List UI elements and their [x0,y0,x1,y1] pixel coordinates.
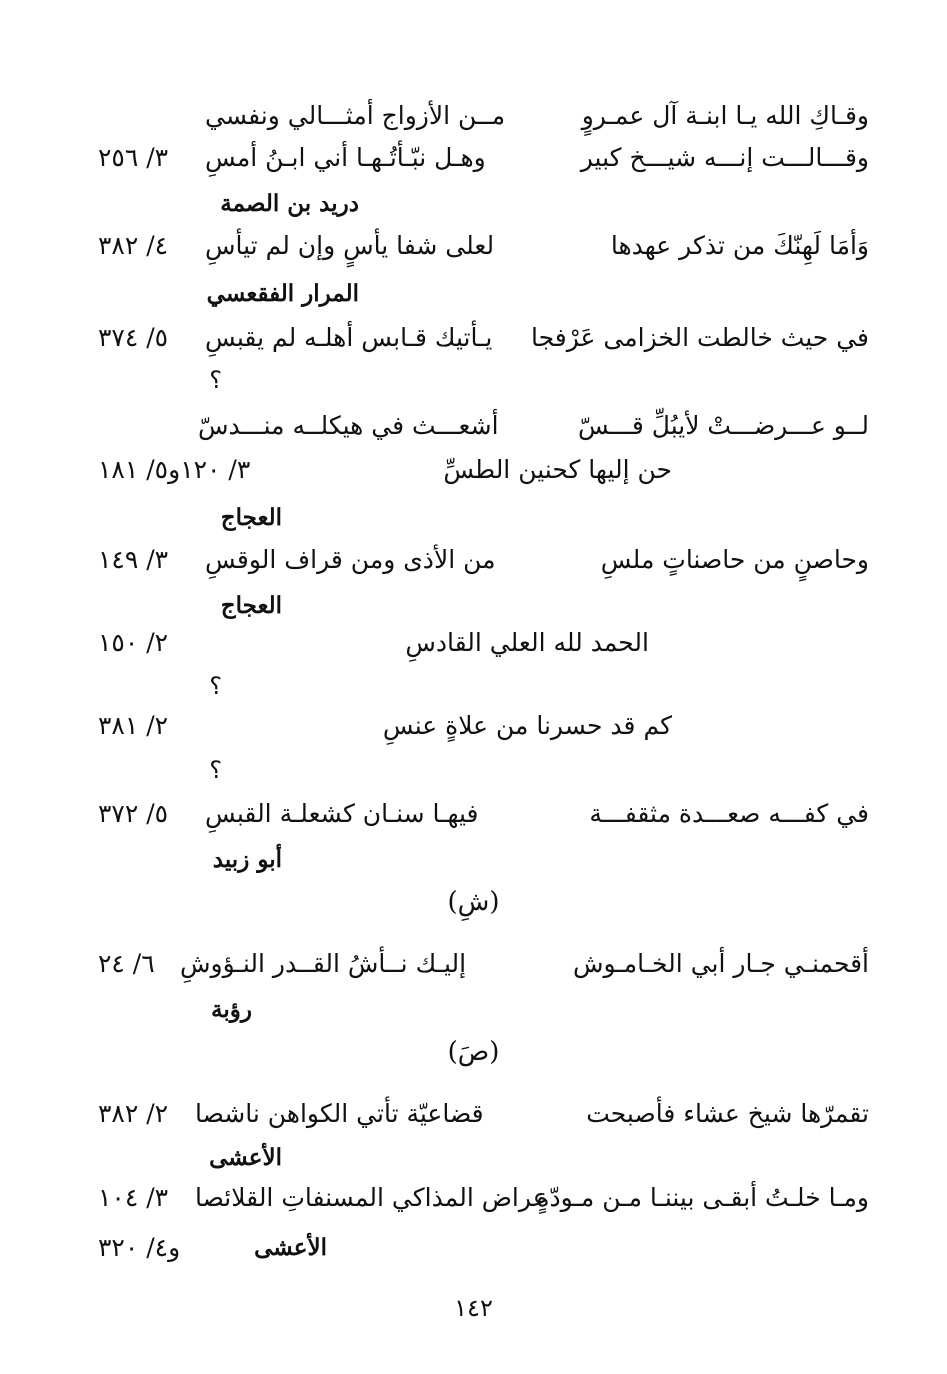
verse-hemistich-1: ومـا خلـتُ أبقـى بيننـا مـن مـودّةٍ [536,1183,869,1212]
verse-hemistich-1: أقحمنـي جـار أبي الخـامـوش [572,949,869,978]
citation-ref: و٤/ ٣٢٠ [98,1233,181,1262]
verse-hemistich-2: أشعـــث في هيكلــه منـــدسّ [198,411,499,440]
citation-ref: ٢/ ٣٨٢ [98,1099,169,1128]
verse-hemistich-2: فيهـا سنـان كشعلـة القبسِ [205,799,479,828]
unknown-poet-mark: ؟ [209,756,222,784]
verse-hemistich-1: في كفـــه صعـــدة مثقفـــة [589,799,869,828]
section-heading: (شِ) [447,887,500,917]
page-number: ١٤٢ [454,1294,493,1322]
verse-hemistich-1: وقـاكِ الله يـا ابنـة آل عمـروٍ [581,101,869,130]
verse-hemistich-2: عراض المذاكي المسنفاتِ القلائصا [195,1183,548,1212]
citation-ref: ٣/ ٢٥٦ [98,143,169,172]
verse-hemistich-1: في حيث خالطت الخزامى عَرْفجا [531,323,869,352]
verse-hemistich-1: وحاصنٍ من حاصناتٍ ملسِ [600,545,869,574]
citation-ref: ٢/ ٣٨١ [98,711,169,740]
poet-name: رؤبة [211,996,252,1023]
verse-hemistich-2: وهـل نبّـأتُـهـا أني ابـنُ أمسِ [205,143,486,172]
poet-name: المرار الفقعسي [206,280,359,307]
citation-ref: ٣/ ١٢٠و٥/ ١٨١ [98,455,251,484]
poet-name: الأعشى [209,1144,282,1171]
verse-single-line: الحمد لله العلي القادسِ [405,628,649,657]
verse-single-line: حن إليها كحنين الطسِّ [443,455,672,484]
poet-name: دريد بن الصمة [220,190,359,217]
citation-ref: ٤/ ٣٨٢ [98,231,169,260]
verse-hemistich-1: وقـــالـــت إنـــه شيـــخ كبير [580,143,869,172]
poet-name: العجاج [220,592,282,619]
verse-hemistich-2: مــن الأزواج أمثـــالي ونفسي [205,101,506,130]
poet-name: أبو زبيد [212,846,282,873]
unknown-poet-mark: ؟ [209,672,222,700]
citation-ref: ٣/ ١٤٩ [98,545,169,574]
verse-hemistich-2: إليـك نــأشُ القــدر النـؤوشِ [180,949,467,978]
section-heading: (صَ) [447,1037,500,1067]
verse-hemistich-2: قضاعيّة تأتي الكواهن ناشصا [195,1099,484,1128]
verse-hemistich-1: تقمرّها شيخ عشاء فأصبحت [586,1099,869,1128]
verse-single-line: كم قد حسرنا من علاةٍ عنسِ [382,711,672,740]
unknown-poet-mark: ؟ [209,366,222,394]
verse-hemistich-1: لــو عـــرضـــتْ لأيبُلِّ قـــسّ [578,411,869,440]
verse-hemistich-1: وَأمَا لَهِنّكَ من تذكر عهدها [610,231,869,260]
verse-hemistich-2: لعلى شفا يأسٍ وإن لم تيأسِ [205,231,495,260]
poet-name: الأعشى [254,1234,327,1261]
citation-ref: ٦/ ٢٤ [98,949,155,978]
poet-name: العجاج [220,504,282,531]
verse-hemistich-2: من الأذى ومن قراف الوقسِ [205,545,496,574]
verse-hemistich-2: يـأتيك قـابس أهلـه لم يقبسِ [205,323,493,352]
citation-ref: ٢/ ١٥٠ [98,628,169,657]
citation-ref: ٥/ ٣٧٢ [98,799,169,828]
citation-ref: ٣/ ١٠٤ [98,1183,169,1212]
citation-ref: ٥/ ٣٧٤ [98,323,169,352]
